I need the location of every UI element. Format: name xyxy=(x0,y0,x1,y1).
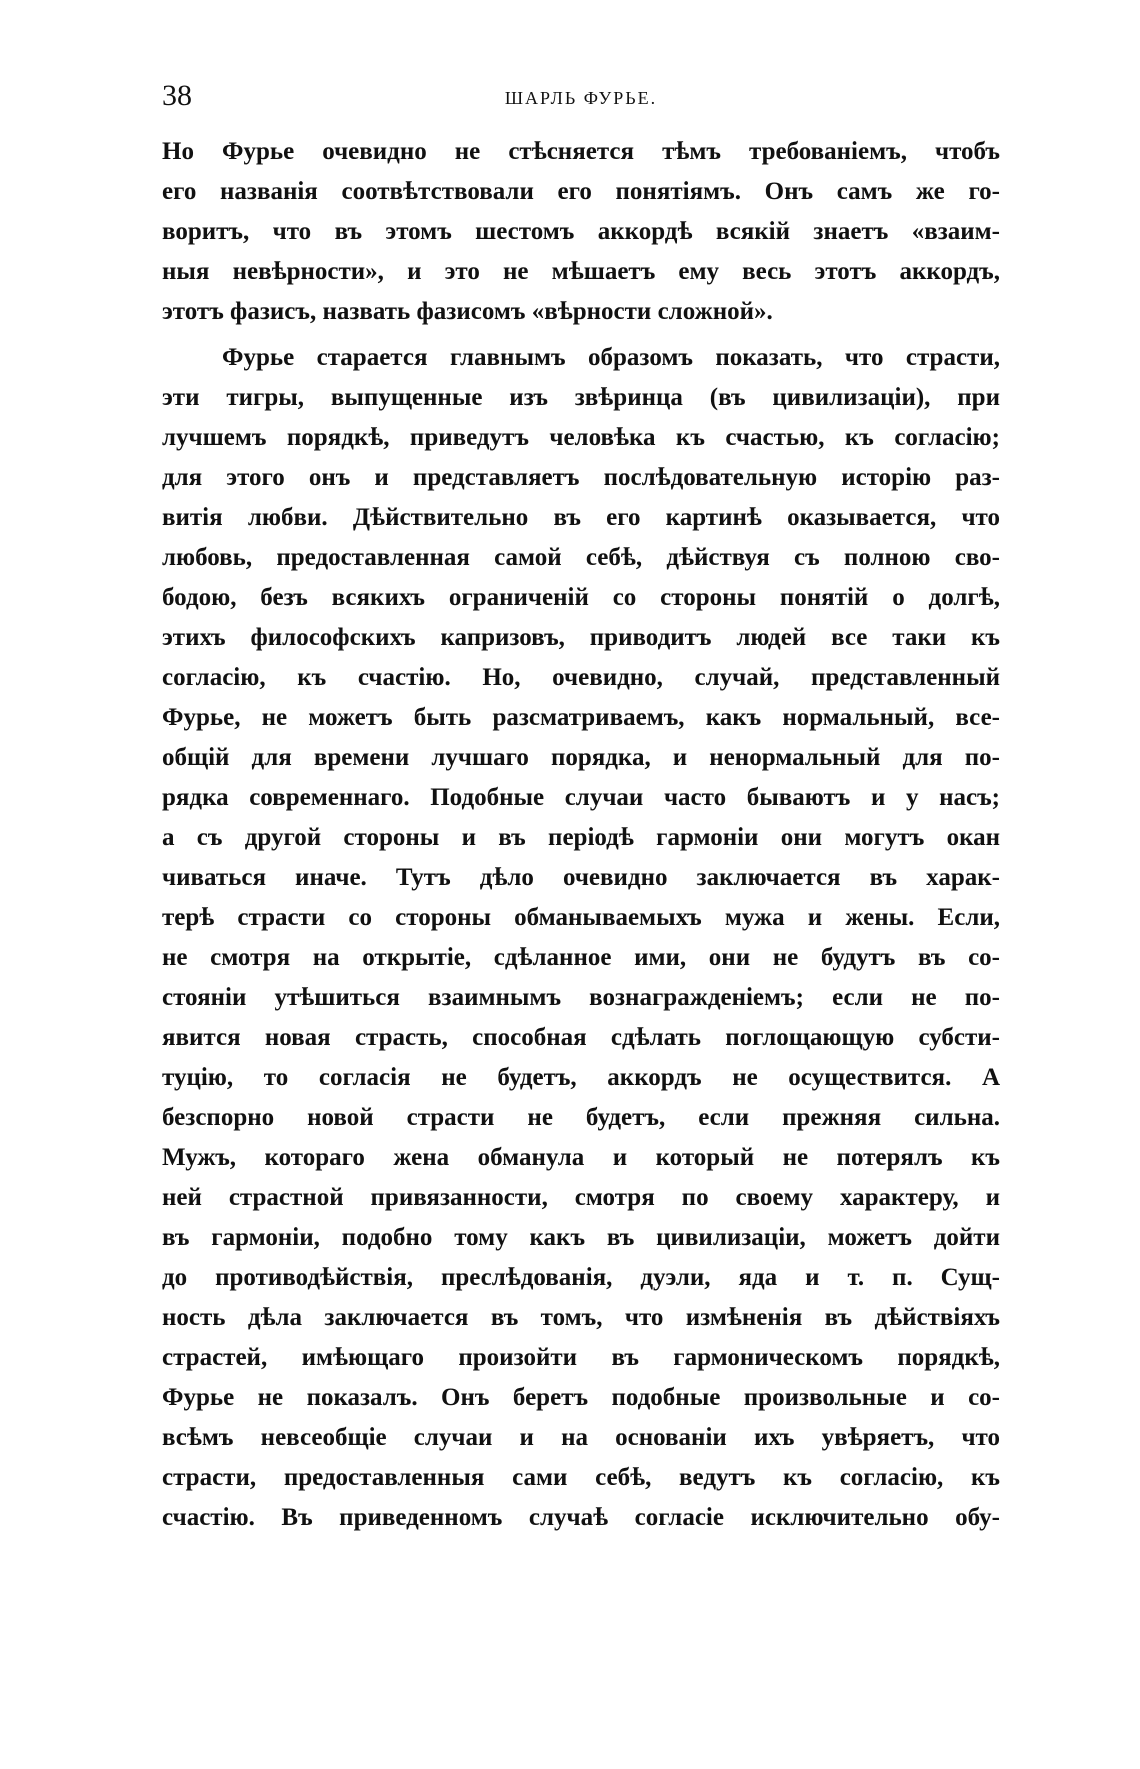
text-line: счастію. Въ приведенномъ случаѣ согласіе исключительно обу- xyxy=(162,1504,1000,1531)
paragraph-2 xyxy=(162,338,1000,1538)
running-head: ШАРЛЬ ФУРЬЕ. xyxy=(504,88,658,108)
text-line: безспорно новой страсти не будетъ, если прежняя сильна. xyxy=(162,1104,1000,1131)
text-line: стояніи утѣшиться взаимнымъ вознагражденіемъ; если не по- xyxy=(162,984,1000,1011)
text-line: лучшемъ порядкѣ, приведутъ человѣка къ счастью, къ согласію; xyxy=(162,424,1000,451)
text-line: въ гармоніи, подобно тому какъ въ цивилизаціи, можетъ дойти xyxy=(162,1224,1000,1251)
page-header xyxy=(162,76,1000,116)
text-line: ныя невѣрности», и это не мѣшаетъ ему весь этотъ аккордъ, xyxy=(162,258,1000,285)
text-line: явится новая страсть, способная сдѣлать поглощающую субсти- xyxy=(162,1024,1000,1051)
text-line: Мужъ, котораго жена обманула и который не потерялъ къ xyxy=(162,1144,1000,1171)
text-line: эти тигры, выпущенные изъ звѣринца (въ цивилизаціи), при xyxy=(162,384,1000,411)
text-line: Фурье, не можетъ быть разсматриваемъ, какъ нормальный, все- xyxy=(162,704,1000,731)
text-line: терѣ страсти со стороны обманываемыхъ мужа и жены. Если, xyxy=(162,904,1000,931)
text-line: бодою, безъ всякихъ ограниченій со стороны понятій о долгѣ, xyxy=(162,584,1000,611)
text-line: чиваться иначе. Тутъ дѣло очевидно заключается въ харак- xyxy=(162,864,1000,891)
text-line: этихъ философскихъ капризовъ, приводитъ людей все таки къ xyxy=(162,624,1000,651)
page-number: 38 xyxy=(162,79,192,112)
text-line: до противодѣйствія, преслѣдованія, дуэли, яда и т. п. Сущ- xyxy=(162,1264,1000,1291)
text-line: Фурье старается главнымъ образомъ показать, что страсти, xyxy=(222,344,1000,371)
text-line: Но Фурье очевидно не стѣсняется тѣмъ требованіемъ, чтобъ xyxy=(162,138,1000,165)
text-line: для этого онъ и представляетъ послѣдовательную исторію раз- xyxy=(162,464,1000,491)
text-line: Фурье не показалъ. Онъ беретъ подобные произвольные и со- xyxy=(162,1384,1000,1411)
text-line: его названія соотвѣтствовали его понятіямъ. Онъ самъ же го- xyxy=(162,178,1000,205)
text-line: страсти, предоставленныя сами себѣ, ведутъ къ согласію, къ xyxy=(162,1464,1000,1491)
paragraph-1 xyxy=(162,132,1000,332)
text-line: общій для времени лучшаго порядка, и ненормальный для по- xyxy=(162,744,1000,771)
text-line: этотъ фазисъ, назвать фазисомъ «вѣрности сложной». xyxy=(162,298,773,325)
text-line: витія любви. Дѣйствительно въ его картинѣ оказывается, что xyxy=(162,504,1000,531)
text-line: а съ другой стороны и въ періодѣ гармоніи они могутъ окан xyxy=(162,824,1000,851)
text-line: ность дѣла заключается въ томъ, что измѣненія въ дѣйствіяхъ xyxy=(162,1304,1000,1331)
body-text xyxy=(162,132,1000,1538)
text-line: туцію, то согласія не будетъ, аккордъ не осуществится. А xyxy=(162,1064,1000,1091)
text-line: воритъ, что въ этомъ шестомъ аккордѣ всякій знаетъ «взаим- xyxy=(162,218,1000,245)
text-line: ней страстной привязанности, смотря по своему характеру, и xyxy=(162,1184,1000,1211)
text-line: не смотря на открытіе, сдѣланное ими, они не будутъ въ со- xyxy=(162,944,1000,971)
text-line: рядка современнаго. Подобные случаи часто бываютъ и у насъ; xyxy=(162,784,1000,811)
text-line: всѣмъ невсеобщіе случаи и на основаніи ихъ увѣряетъ, что xyxy=(162,1424,1000,1451)
text-line: любовь, предоставленная самой себѣ, дѣйствуя съ полною сво- xyxy=(162,544,1000,571)
text-line: согласію, къ счастію. Но, очевидно, случай, представленный xyxy=(162,664,1000,691)
text-line: страстей, имѣющаго произойти въ гармоническомъ порядкѣ, xyxy=(162,1344,1000,1371)
